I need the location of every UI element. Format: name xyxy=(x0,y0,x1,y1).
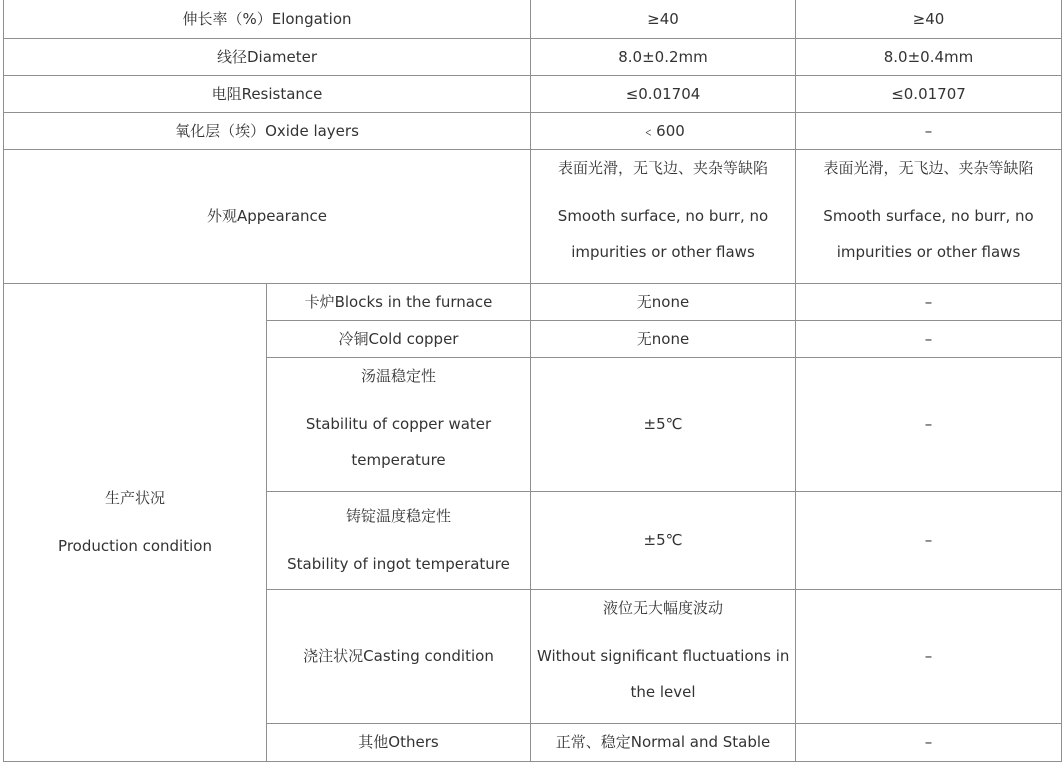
cold-copper-value-2: – xyxy=(796,320,1062,357)
table-row xyxy=(4,0,1062,38)
production-condition-label xyxy=(4,283,267,761)
others-label: 其他Others xyxy=(267,723,531,761)
appearance-label: 外观Appearance xyxy=(4,149,531,283)
ingot-stability-cn: 铸锭温度稳定性 xyxy=(345,507,451,525)
blocks-value-1: 无none xyxy=(531,283,796,320)
casting-value-2: – xyxy=(796,589,1062,723)
copper-water-stability-label xyxy=(267,357,531,491)
ingot-stability-label xyxy=(267,491,531,589)
appearance-value-2 xyxy=(796,149,1062,283)
table-row xyxy=(4,75,1062,112)
table-row xyxy=(4,112,1062,149)
table-row xyxy=(4,149,1062,283)
others-value-1: 正常、稳定Normal and Stable xyxy=(531,723,796,761)
ingot-stability-value-1: ±5℃ xyxy=(531,491,796,589)
diameter-value-1: 8.0±0.2mm xyxy=(531,38,796,75)
production-label-cn: 生产状况 xyxy=(104,489,165,507)
resistance-value-1: ≤0.01704 xyxy=(531,75,796,112)
appearance-v1-en-line1: Smooth surface, no burr, no xyxy=(557,206,769,225)
copper-water-stability-cn: 汤温稳定性 xyxy=(360,366,436,385)
blocks-value-2: – xyxy=(796,283,1062,320)
table-row xyxy=(4,38,1062,75)
diameter-label: 线径Diameter xyxy=(4,38,531,75)
blocks-label: 卡炉Blocks in the furnace xyxy=(267,283,531,320)
elongation-value-1: ≥40 xyxy=(531,0,796,38)
appearance-v2-en-line2: impurities or other flaws xyxy=(836,242,1021,261)
others-value-2: – xyxy=(796,723,1062,761)
casting-v1-en-line1: Without significant fluctuations in xyxy=(537,646,790,665)
appearance-value-1 xyxy=(531,149,796,283)
cold-copper-value-1: 无none xyxy=(531,320,796,357)
table-row xyxy=(4,283,1062,320)
elongation-label: 伸长率（%）Elongation xyxy=(4,0,531,38)
casting-v1-cn: 液位无大幅度波动 xyxy=(602,598,723,617)
copper-water-stability-en-line2: temperature xyxy=(351,450,446,469)
diameter-value-2: 8.0±0.4mm xyxy=(796,38,1062,75)
oxide-value-2: – xyxy=(796,112,1062,149)
ingot-stability-en: Stability of ingot temperature xyxy=(287,555,510,573)
appearance-v1-cn: 表面光滑，无飞边、夹杂等缺陷 xyxy=(557,158,768,177)
resistance-label: 电阻Resistance xyxy=(4,75,531,112)
appearance-v2-en-line1: Smooth surface, no burr, no xyxy=(823,206,1034,225)
casting-label: 浇注状况Casting condition xyxy=(267,589,531,723)
casting-value-1 xyxy=(531,589,796,723)
elongation-value-2: ≥40 xyxy=(796,0,1062,38)
appearance-v2-cn: 表面光滑，无飞边、夹杂等缺陷 xyxy=(823,158,1034,177)
copper-water-stability-value-1: ±5℃ xyxy=(531,357,796,491)
ingot-stability-value-2: – xyxy=(796,491,1062,589)
oxide-value-1: ﹤600 xyxy=(531,112,796,149)
casting-v1-en-line2: the level xyxy=(630,682,696,701)
resistance-value-2: ≤0.01707 xyxy=(796,75,1062,112)
appearance-v1-en-line2: impurities or other flaws xyxy=(571,242,755,261)
copper-water-stability-value-2: – xyxy=(796,357,1062,491)
cold-copper-label: 冷铜Cold copper xyxy=(267,320,531,357)
production-label-en: Production condition xyxy=(58,537,212,555)
copper-water-stability-en-line1: Stabilitu of copper water xyxy=(305,414,492,433)
oxide-label: 氧化层（埃）Oxide layers xyxy=(4,112,531,149)
specification-table xyxy=(3,0,1062,762)
